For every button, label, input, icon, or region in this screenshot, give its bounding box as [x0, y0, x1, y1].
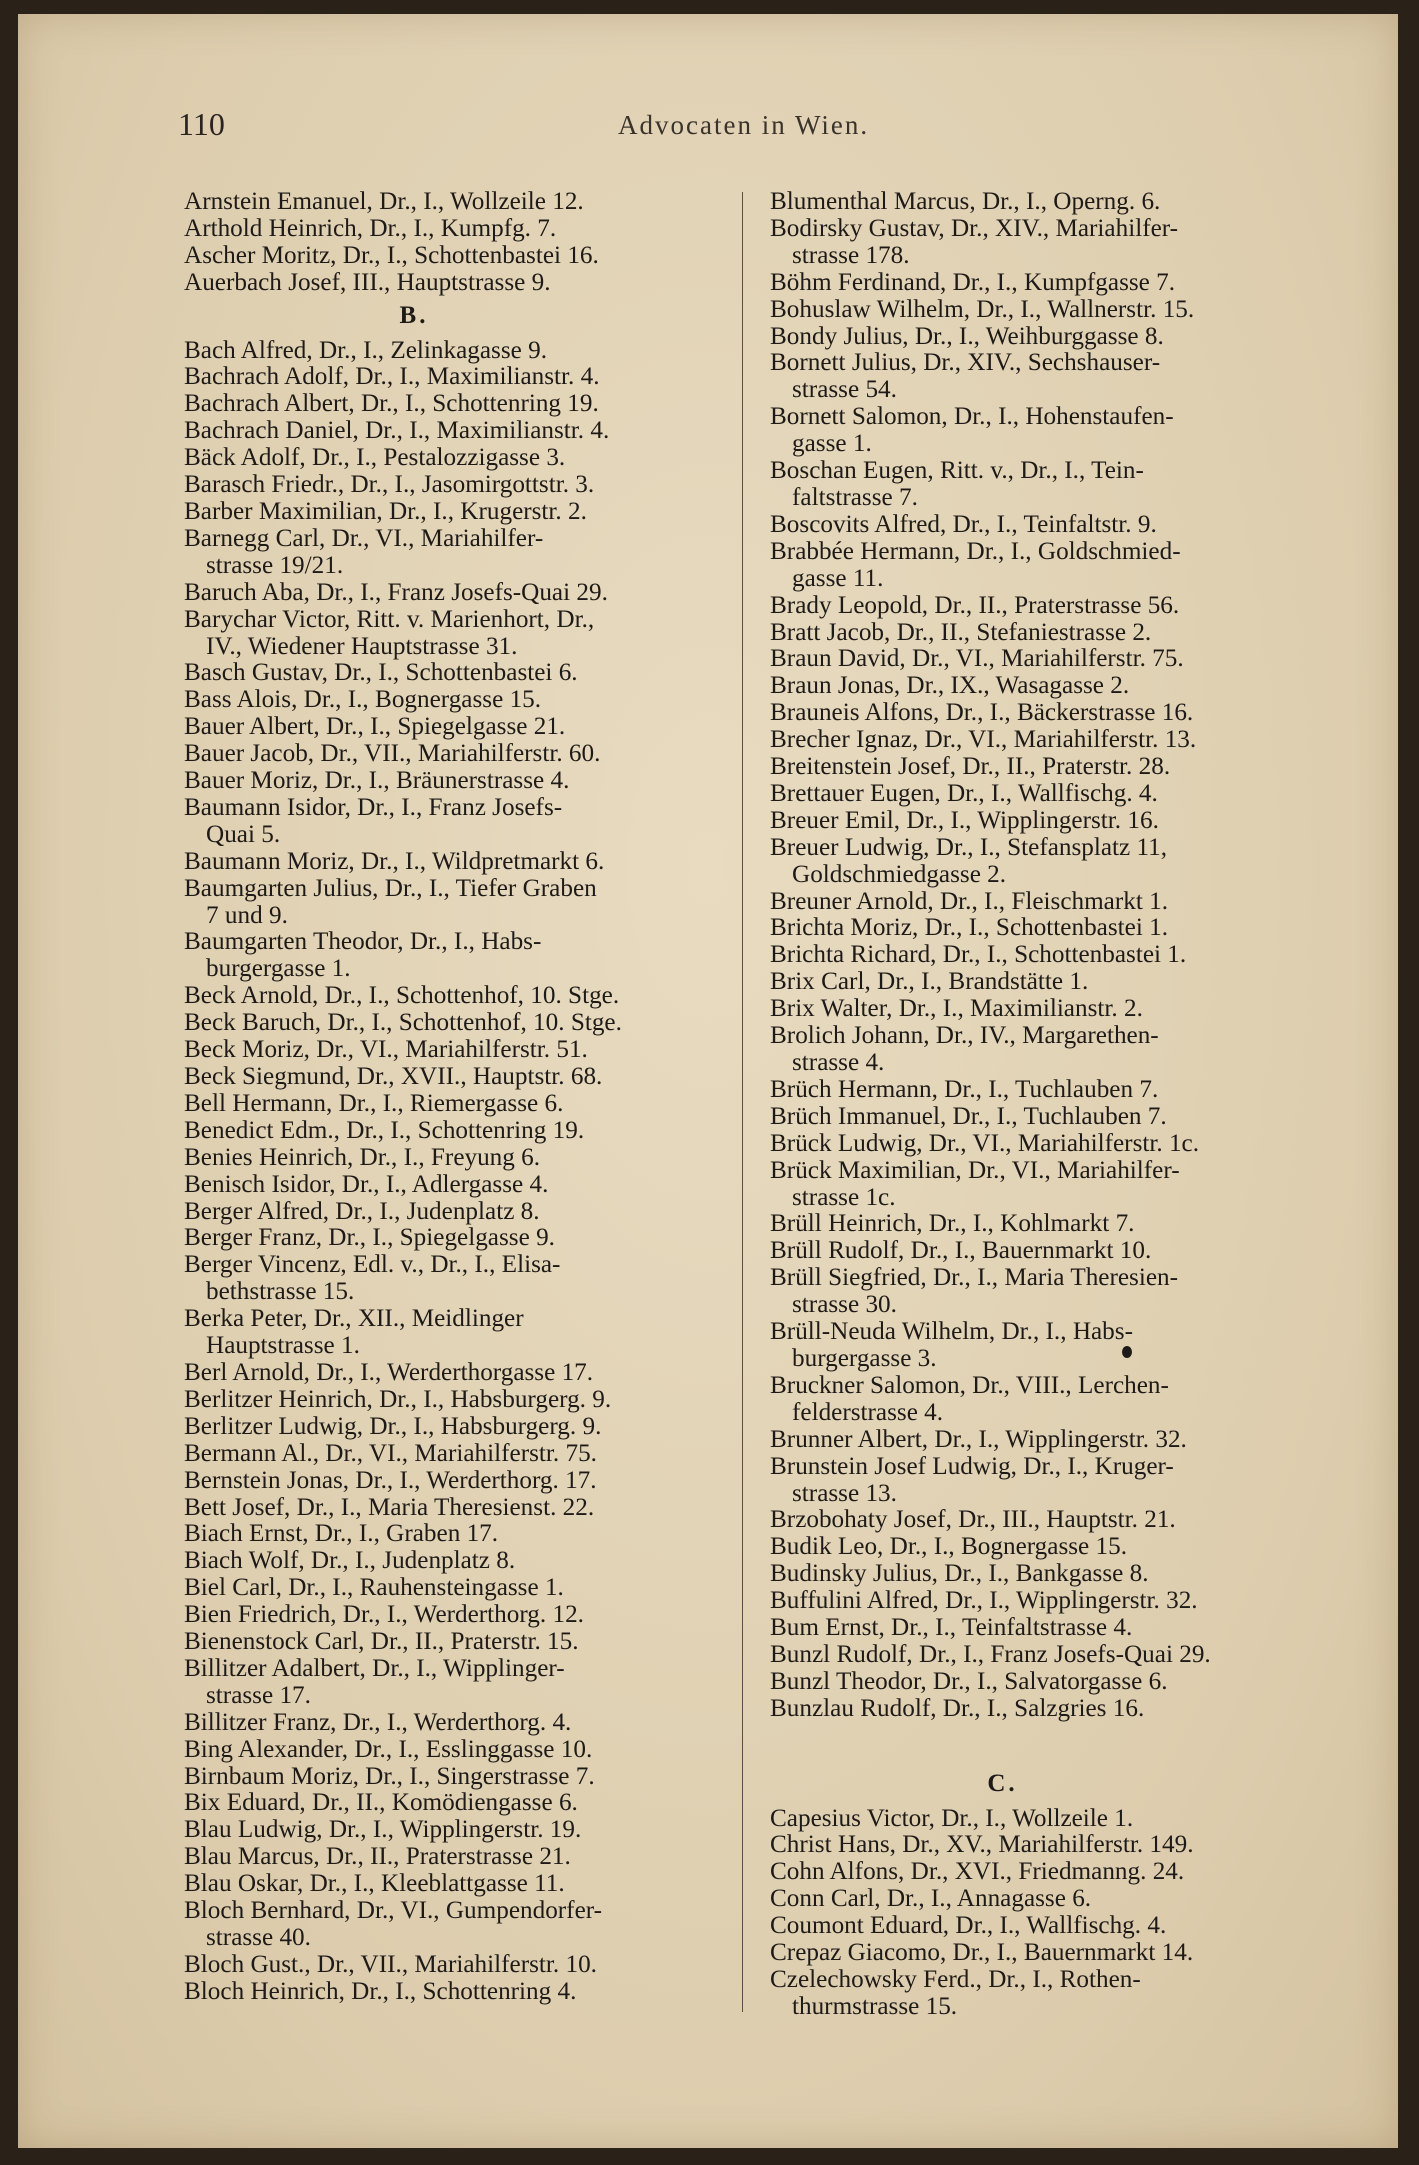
entry-text: Bornett Salomon, Dr., I., Hohenstaufen- [770, 403, 1174, 431]
directory-entry [184, 472, 724, 499]
directory-entry [770, 458, 1315, 512]
entry-continuation: strasse 40. [206, 1924, 311, 1951]
entry-text: Budinsky Julius, Dr., I., Bankgasse 8. [770, 1560, 1149, 1588]
entry-continuation: Quai 5. [206, 820, 281, 848]
entry-text: Brüll Heinrich, Dr., I., Kohlmarkt 7. [770, 1210, 1135, 1238]
directory-entry [770, 539, 1315, 593]
entry-continuation: Goldschmiedgasse 2. [792, 860, 1007, 888]
entry-text: Berger Franz, Dr., I., Spiegelgasse 9. [184, 1224, 555, 1252]
directory-entry [184, 929, 724, 983]
entry-text: Brauneis Alfons, Dr., I., Bäckerstrasse 16. [770, 699, 1194, 727]
entry-text: Cohn Alfons, Dr., XVI., Friedmanng. 24. [770, 1858, 1185, 1886]
directory-entry [770, 1131, 1315, 1158]
directory-entry [770, 620, 1315, 647]
entry-text: Bunzl Rudolf, Dr., I., Franz Josefs-Quai 29. [770, 1640, 1211, 1668]
directory-entry [770, 1104, 1315, 1131]
directory-entry [770, 673, 1315, 700]
directory-entry [184, 1656, 724, 1710]
entry-text: Boscovits Alfred, Dr., I., Teinfaltstr. 9. [770, 510, 1157, 538]
entry-text: Breuer Ludwig, Dr., I., Stefansplatz 11, [770, 833, 1168, 861]
directory-entry [184, 983, 724, 1010]
entry-continuation: burgergasse 1. [206, 955, 351, 983]
entry-text: Bratt Jacob, Dr., II., Stefaniestrasse 2. [770, 618, 1152, 646]
directory-entry [184, 189, 724, 216]
entry-text: Bermann Al., Dr., VI., Mariahilferstr. 75. [184, 1439, 597, 1467]
entry-text: Arthold Heinrich, Dr., I., Kumpfg. 7. [184, 214, 557, 242]
page-number: 110 [178, 106, 225, 142]
entry-text: Brichta Richard, Dr., I., Schottenbastei 1. [770, 941, 1187, 969]
directory-entry [770, 1642, 1315, 1669]
directory-entry [770, 404, 1315, 458]
directory-entry [770, 1859, 1315, 1886]
directory-entry [770, 1940, 1315, 1967]
directory-entry [770, 1211, 1315, 1238]
directory-entry [770, 889, 1315, 916]
entry-text: Coumont Eduard, Dr., I., Wallfischg. 4. [770, 1912, 1167, 1940]
directory-entry [184, 418, 724, 445]
directory-entry [184, 1521, 724, 1548]
entry-text: Arnstein Emanuel, Dr., I., Wollzeile 12. [184, 188, 584, 215]
entry-text: Budik Leo, Dr., I., Bognergasse 15. [770, 1533, 1128, 1561]
entry-text: Bach Alfred, Dr., I., Zelinkagasse 9. [184, 336, 548, 364]
directory-entry [184, 1602, 724, 1629]
directory-entry [184, 1441, 724, 1468]
directory-entry [184, 768, 724, 795]
entry-text: Capesius Victor, Dr., I., Wollzeile 1. [770, 1804, 1134, 1832]
directory-entry [184, 1844, 724, 1871]
entry-text: Brück Ludwig, Dr., VI., Mariahilferstr. 1c. [770, 1129, 1200, 1157]
entry-text: Benies Heinrich, Dr., I., Freyung 6. [184, 1143, 541, 1171]
entry-continuation: faltstrasse 7. [792, 483, 918, 511]
directory-entry [770, 297, 1315, 324]
directory-entry [770, 270, 1315, 297]
entry-text: Beck Moriz, Dr., VI., Mariahilferstr. 51. [184, 1036, 588, 1064]
page-header [178, 106, 1318, 146]
directory-entry [770, 1806, 1315, 1833]
entry-text: Bernstein Jonas, Dr., I., Werderthorg. 17. [184, 1466, 597, 1494]
directory-entry [184, 1414, 724, 1441]
entry-text: Baruch Aba, Dr., I., Franz Josefs-Quai 29. [184, 578, 608, 606]
entry-text: Bodirsky Gustav, Dr., XIV., Mariahilfer- [770, 214, 1179, 242]
directory-entry [770, 754, 1315, 781]
entry-continuation: 7 und 9. [206, 901, 288, 929]
entry-text: Christ Hans, Dr., XV., Mariahilferstr. 149. [770, 1831, 1194, 1859]
directory-entry [770, 1561, 1315, 1588]
directory-entry [184, 391, 724, 418]
entry-text: Bondy Julius, Dr., I., Weihburggasse 8. [770, 322, 1164, 350]
entry-text: Berlitzer Ludwig, Dr., I., Habsburgerg. 9. [184, 1412, 602, 1440]
directory-entry [184, 580, 724, 607]
entry-text: Bell Hermann, Dr., I., Riemergasse 6. [184, 1089, 564, 1117]
entry-text: Bett Josef, Dr., I., Maria Theresienst. 22. [184, 1493, 595, 1521]
entry-text: Conn Carl, Dr., I., Annagasse 6. [770, 1885, 1092, 1913]
directory-entry [770, 512, 1315, 539]
entry-text: Bloch Bernhard, Dr., VI., Gumpendorfer- [184, 1897, 603, 1925]
entry-text: Barber Maximilian, Dr., I., Krugerstr. 2. [184, 497, 587, 525]
directory-entry [770, 593, 1315, 620]
entry-continuation: strasse 17. [206, 1681, 311, 1709]
directory-entry [184, 1306, 724, 1360]
entry-text: Blau Marcus, Dr., II., Praterstrasse 21. [184, 1843, 571, 1871]
entry-text: Braun Jonas, Dr., IX., Wasagasse 2. [770, 672, 1130, 700]
directory-entry [184, 1790, 724, 1817]
entry-text: Baumgarten Theodor, Dr., I., Habs- [184, 928, 542, 956]
directory-entry [770, 1238, 1315, 1265]
entry-text: Bloch Heinrich, Dr., I., Schottenring 4. [184, 1977, 577, 2005]
right-column [770, 189, 1315, 2021]
directory-entry [184, 1064, 724, 1091]
entry-text: Beck Baruch, Dr., I., Schottenhof, 10. Stge. [184, 1009, 622, 1037]
directory-entry [184, 1172, 724, 1199]
directory-entry [770, 835, 1315, 889]
running-title: Advocaten in Wien. [618, 110, 870, 140]
entry-text: Brettauer Eugen, Dr., I., Wallfischg. 4. [770, 779, 1158, 807]
directory-entry [184, 1145, 724, 1172]
entry-text: Czelechowsky Ferd., Dr., I., Rothen- [770, 1966, 1141, 1993]
entry-text: Bloch Gust., Dr., VII., Mariahilferstr. 10. [184, 1950, 597, 1978]
entry-text: Brzobohaty Josef, Dr., III., Hauptstr. 21. [770, 1506, 1176, 1534]
directory-entry [184, 243, 724, 270]
entry-text: Bauer Jacob, Dr., VII., Mariahilferstr. 60. [184, 740, 601, 768]
entry-continuation: strasse 178. [792, 241, 910, 269]
entry-text: Blau Ludwig, Dr., I., Wipplingerstr. 19. [184, 1816, 582, 1844]
entry-text: Bachrach Daniel, Dr., I., Maximilianstr. 4. [184, 417, 610, 445]
entry-continuation: IV., Wiedener Hauptstrasse 31. [206, 632, 518, 660]
ink-blot [1122, 1346, 1132, 1358]
directory-entry [184, 1952, 724, 1979]
entry-text: Bunzlau Rudolf, Dr., I., Salzgries 16. [770, 1694, 1145, 1722]
entry-text: Brix Carl, Dr., I., Brandstätte 1. [770, 968, 1089, 996]
entry-text: Brunner Albert, Dr., I., Wipplingerstr. 32. [770, 1425, 1187, 1453]
entry-text: Ascher Moritz, Dr., I., Schottenbastei 16. [184, 241, 599, 269]
entry-continuation: Hauptstrasse 1. [206, 1332, 360, 1360]
entry-text: Bruckner Salomon, Dr., VIII., Lerchen- [770, 1371, 1169, 1399]
entry-text: Berlitzer Heinrich, Dr., I., Habsburgerg. 9. [184, 1385, 612, 1413]
directory-entry [184, 849, 724, 876]
directory-entry [770, 1832, 1315, 1859]
entry-text: Brüll Rudolf, Dr., I., Bauernmarkt 10. [770, 1237, 1152, 1265]
directory-entry [770, 1913, 1315, 1940]
directory-entry [184, 1010, 724, 1037]
entry-continuation: strasse 19/21. [206, 551, 344, 579]
entry-text: Bohuslaw Wilhelm, Dr., I., Wallnerstr. 15. [770, 295, 1195, 323]
entry-text: Auerbach Josef, III., Hauptstrasse 9. [184, 268, 551, 296]
entry-continuation: strasse 4. [792, 1049, 885, 1076]
entry-text: Barnegg Carl, Dr., VI., Mariahilfer- [184, 524, 544, 552]
directory-entry [770, 1265, 1315, 1319]
entry-text: Blumenthal Marcus, Dr., I., Operng. 6. [770, 188, 1161, 215]
directory-entry [184, 1468, 724, 1495]
entry-text: Biach Ernst, Dr., I., Graben 17. [184, 1520, 499, 1548]
directory-entry [770, 1588, 1315, 1615]
directory-entry [184, 1737, 724, 1764]
entry-text: Breitenstein Josef, Dr., II., Praterstr. 28. [770, 753, 1171, 781]
directory-entry [184, 1710, 724, 1737]
directory-entry [770, 1696, 1315, 1723]
entry-continuation: burgergasse 3. [792, 1344, 937, 1372]
entry-text: Buffulini Alfred, Dr., I., Wipplingerstr. 32. [770, 1587, 1198, 1615]
entry-text: Bix Eduard, Dr., II., Komödiengasse 6. [184, 1789, 578, 1817]
entry-continuation: gasse 11. [792, 564, 884, 592]
directory-entry [184, 1037, 724, 1064]
entry-text: Berka Peter, Dr., XII., Meidlinger [184, 1305, 524, 1333]
entry-text: Baumann Isidor, Dr., I., Franz Josefs- [184, 793, 563, 821]
entry-text: Braun David, Dr., VI., Mariahilferstr. 75. [770, 645, 1184, 673]
directory-entry [770, 1534, 1315, 1561]
directory-entry [184, 1979, 724, 2006]
directory-entry [184, 1387, 724, 1414]
directory-entry [770, 324, 1315, 351]
entry-continuation: thurmstrasse 15. [792, 1992, 958, 2020]
entry-text: Breuner Arnold, Dr., I., Fleischmarkt 1. [770, 887, 1169, 915]
entry-text: Brichta Moriz, Dr., I., Schottenbastei 1. [770, 914, 1169, 942]
directory-entry [184, 741, 724, 768]
directory-entry [184, 338, 724, 365]
directory-entry [770, 1669, 1315, 1696]
entry-text: Bienenstock Carl, Dr., II., Praterstr. 15. [184, 1628, 579, 1656]
directory-entry [770, 700, 1315, 727]
entry-text: Bornett Julius, Dr., XIV., Sechshauser- [770, 349, 1161, 377]
entry-text: Basch Gustav, Dr., I., Schottenbastei 6. [184, 659, 578, 687]
directory-entry [184, 795, 724, 849]
entry-text: Brüch Hermann, Dr., I., Tuchlauben 7. [770, 1075, 1159, 1103]
entry-text: Blau Oskar, Dr., I., Kleeblattgasse 11. [184, 1870, 565, 1898]
entry-continuation: strasse 13. [792, 1479, 897, 1507]
entry-text: Brüll Siegfried, Dr., I., Maria Theresien- [770, 1264, 1179, 1292]
directory-entry [184, 1091, 724, 1118]
section-heading: C. [987, 1769, 1018, 1797]
entry-text: Böhm Ferdinand, Dr., I., Kumpfgasse 7. [770, 268, 1176, 296]
entry-text: Brabbée Hermann, Dr., I., Goldschmied- [770, 537, 1181, 565]
directory-entry [770, 1967, 1315, 2021]
entry-text: Brüch Immanuel, Dr., I., Tuchlauben 7. [770, 1102, 1167, 1130]
directory-entry [184, 1495, 724, 1522]
entry-text: Bäck Adolf, Dr., I., Pestalozzigasse 3. [184, 444, 566, 472]
directory-entry [184, 1199, 724, 1226]
entry-continuation: strasse 30. [792, 1291, 897, 1319]
entry-text: Brecher Ignaz, Dr., VI., Mariahilferstr. 13. [770, 726, 1197, 754]
directory-entry [770, 915, 1315, 942]
section-heading: B. [399, 301, 429, 329]
directory-entry [770, 727, 1315, 754]
left-column [184, 189, 724, 2006]
entry-text: Berger Alfred, Dr., I., Judenplatz 8. [184, 1197, 540, 1225]
entry-text: Bauer Moriz, Dr., I., Bräunerstrasse 4. [184, 767, 570, 795]
directory-entry [770, 1023, 1315, 1077]
entry-continuation: bethstrasse 15. [206, 1278, 355, 1306]
directory-entry [184, 1225, 724, 1252]
directory-entry [770, 942, 1315, 969]
entry-text: Barasch Friedr., Dr., I., Jasomirgottstr. 3. [184, 471, 595, 499]
directory-entry [770, 1427, 1315, 1454]
entry-text: Bauer Albert, Dr., I., Spiegelgasse 21. [184, 713, 566, 741]
directory-entry [770, 1373, 1315, 1427]
entry-text: Biel Carl, Dr., I., Rauhensteingasse 1. [184, 1574, 564, 1602]
entry-continuation: strasse 1c. [792, 1183, 896, 1211]
entry-text: Bing Alexander, Dr., I., Esslinggasse 10. [184, 1735, 593, 1763]
directory-entry [184, 1629, 724, 1656]
directory-entry [184, 499, 724, 526]
directory-entry [184, 526, 724, 580]
entry-text: Brix Walter, Dr., I., Maximilianstr. 2. [770, 995, 1143, 1023]
directory-entry [184, 714, 724, 741]
entry-text: Boschan Eugen, Ritt. v., Dr., I., Tein- [770, 457, 1144, 485]
directory-entry [184, 876, 724, 930]
directory-entry [184, 687, 724, 714]
entry-text: Breuer Emil, Dr., I., Wipplingerstr. 16. [770, 806, 1159, 834]
entry-text: Brück Maximilian, Dr., VI., Mariahilfer- [770, 1156, 1180, 1184]
entry-text: Benedict Edm., Dr., I., Schottenring 19. [184, 1116, 585, 1144]
directory-entry [184, 270, 724, 297]
entry-text: Baumann Moriz, Dr., I., Wildpretmarkt 6. [184, 847, 605, 875]
directory-entry [770, 646, 1315, 673]
directory-entry [184, 1898, 724, 1952]
entry-text: Billitzer Adalbert, Dr., I., Wipplinger- [184, 1654, 565, 1682]
entry-text: Bachrach Albert, Dr., I., Schottenring 19. [184, 390, 599, 418]
directory-entry [770, 1615, 1315, 1642]
directory-entry [184, 1118, 724, 1145]
directory-entry [770, 1454, 1315, 1508]
entry-text: Brolich Johann, Dr., IV., Margarethen- [770, 1022, 1159, 1050]
entry-text: Bachrach Adolf, Dr., I., Maximilianstr. 4. [184, 363, 600, 391]
entry-text: Birnbaum Moriz, Dr., I., Singerstrasse 7. [184, 1762, 595, 1790]
entry-text: Berl Arnold, Dr., I., Werderthorgasse 17. [184, 1358, 594, 1386]
directory-entry [770, 189, 1315, 216]
column-divider [742, 192, 743, 2012]
entry-text: Benisch Isidor, Dr., I., Adlergasse 4. [184, 1170, 549, 1198]
entry-text: Crepaz Giacomo, Dr., I., Bauernmarkt 14. [770, 1939, 1194, 1967]
directory-entry [770, 781, 1315, 808]
entry-text: Brunstein Josef Ludwig, Dr., I., Kruger- [770, 1452, 1174, 1480]
directory-entry [770, 350, 1315, 404]
directory-entry [184, 1871, 724, 1898]
directory-entry [184, 1817, 724, 1844]
entry-text: Barychar Victor, Ritt. v. Marienhort, Dr., [184, 605, 595, 633]
directory-entry [770, 1077, 1315, 1104]
directory-entry [184, 1764, 724, 1791]
entry-text: Biach Wolf, Dr., I., Judenplatz 8. [184, 1547, 516, 1575]
entry-text: Brüll-Neuda Wilhelm, Dr., I., Habs- [770, 1318, 1133, 1346]
entry-text: Bass Alois, Dr., I., Bognergasse 15. [184, 686, 542, 714]
entry-text: Bunzl Theodor, Dr., I., Salvatorgasse 6. [770, 1667, 1168, 1695]
directory-entry [184, 660, 724, 687]
directory-entry [184, 364, 724, 391]
directory-entry [770, 996, 1315, 1023]
directory-entry [770, 216, 1315, 270]
entry-text: Brady Leopold, Dr., II., Praterstrasse 56. [770, 591, 1180, 619]
directory-entry [184, 445, 724, 472]
directory-entry [770, 1886, 1315, 1913]
entry-continuation: strasse 54. [792, 376, 897, 404]
entry-continuation: gasse 1. [792, 430, 872, 458]
directory-entry [184, 216, 724, 243]
entry-continuation: felderstrasse 4. [792, 1398, 944, 1426]
directory-entry [184, 1548, 724, 1575]
directory-entry [184, 1252, 724, 1306]
entry-text: Beck Arnold, Dr., I., Schottenhof, 10. Stge. [184, 982, 620, 1010]
entry-text: Billitzer Franz, Dr., I., Werderthorg. 4. [184, 1708, 572, 1736]
entry-text: Baumgarten Julius, Dr., I., Tiefer Graben [184, 874, 597, 902]
directory-entry [770, 1158, 1315, 1212]
directory-entry [770, 969, 1315, 996]
directory-entry [770, 1507, 1315, 1534]
book-page [18, 14, 1398, 2148]
entry-text: Beck Siegmund, Dr., XVII., Hauptstr. 68. [184, 1063, 603, 1090]
directory-entry [184, 1360, 724, 1387]
directory-entry [184, 607, 724, 661]
entry-text: Bien Friedrich, Dr., I., Werderthorg. 12. [184, 1601, 584, 1629]
entry-text: Bum Ernst, Dr., I., Teinfaltstrasse 4. [770, 1614, 1133, 1642]
directory-entry [770, 808, 1315, 835]
entry-text: Berger Vincenz, Edl. v., Dr., I., Elisa- [184, 1251, 561, 1279]
directory-entry [770, 1319, 1315, 1373]
directory-entry [184, 1575, 724, 1602]
